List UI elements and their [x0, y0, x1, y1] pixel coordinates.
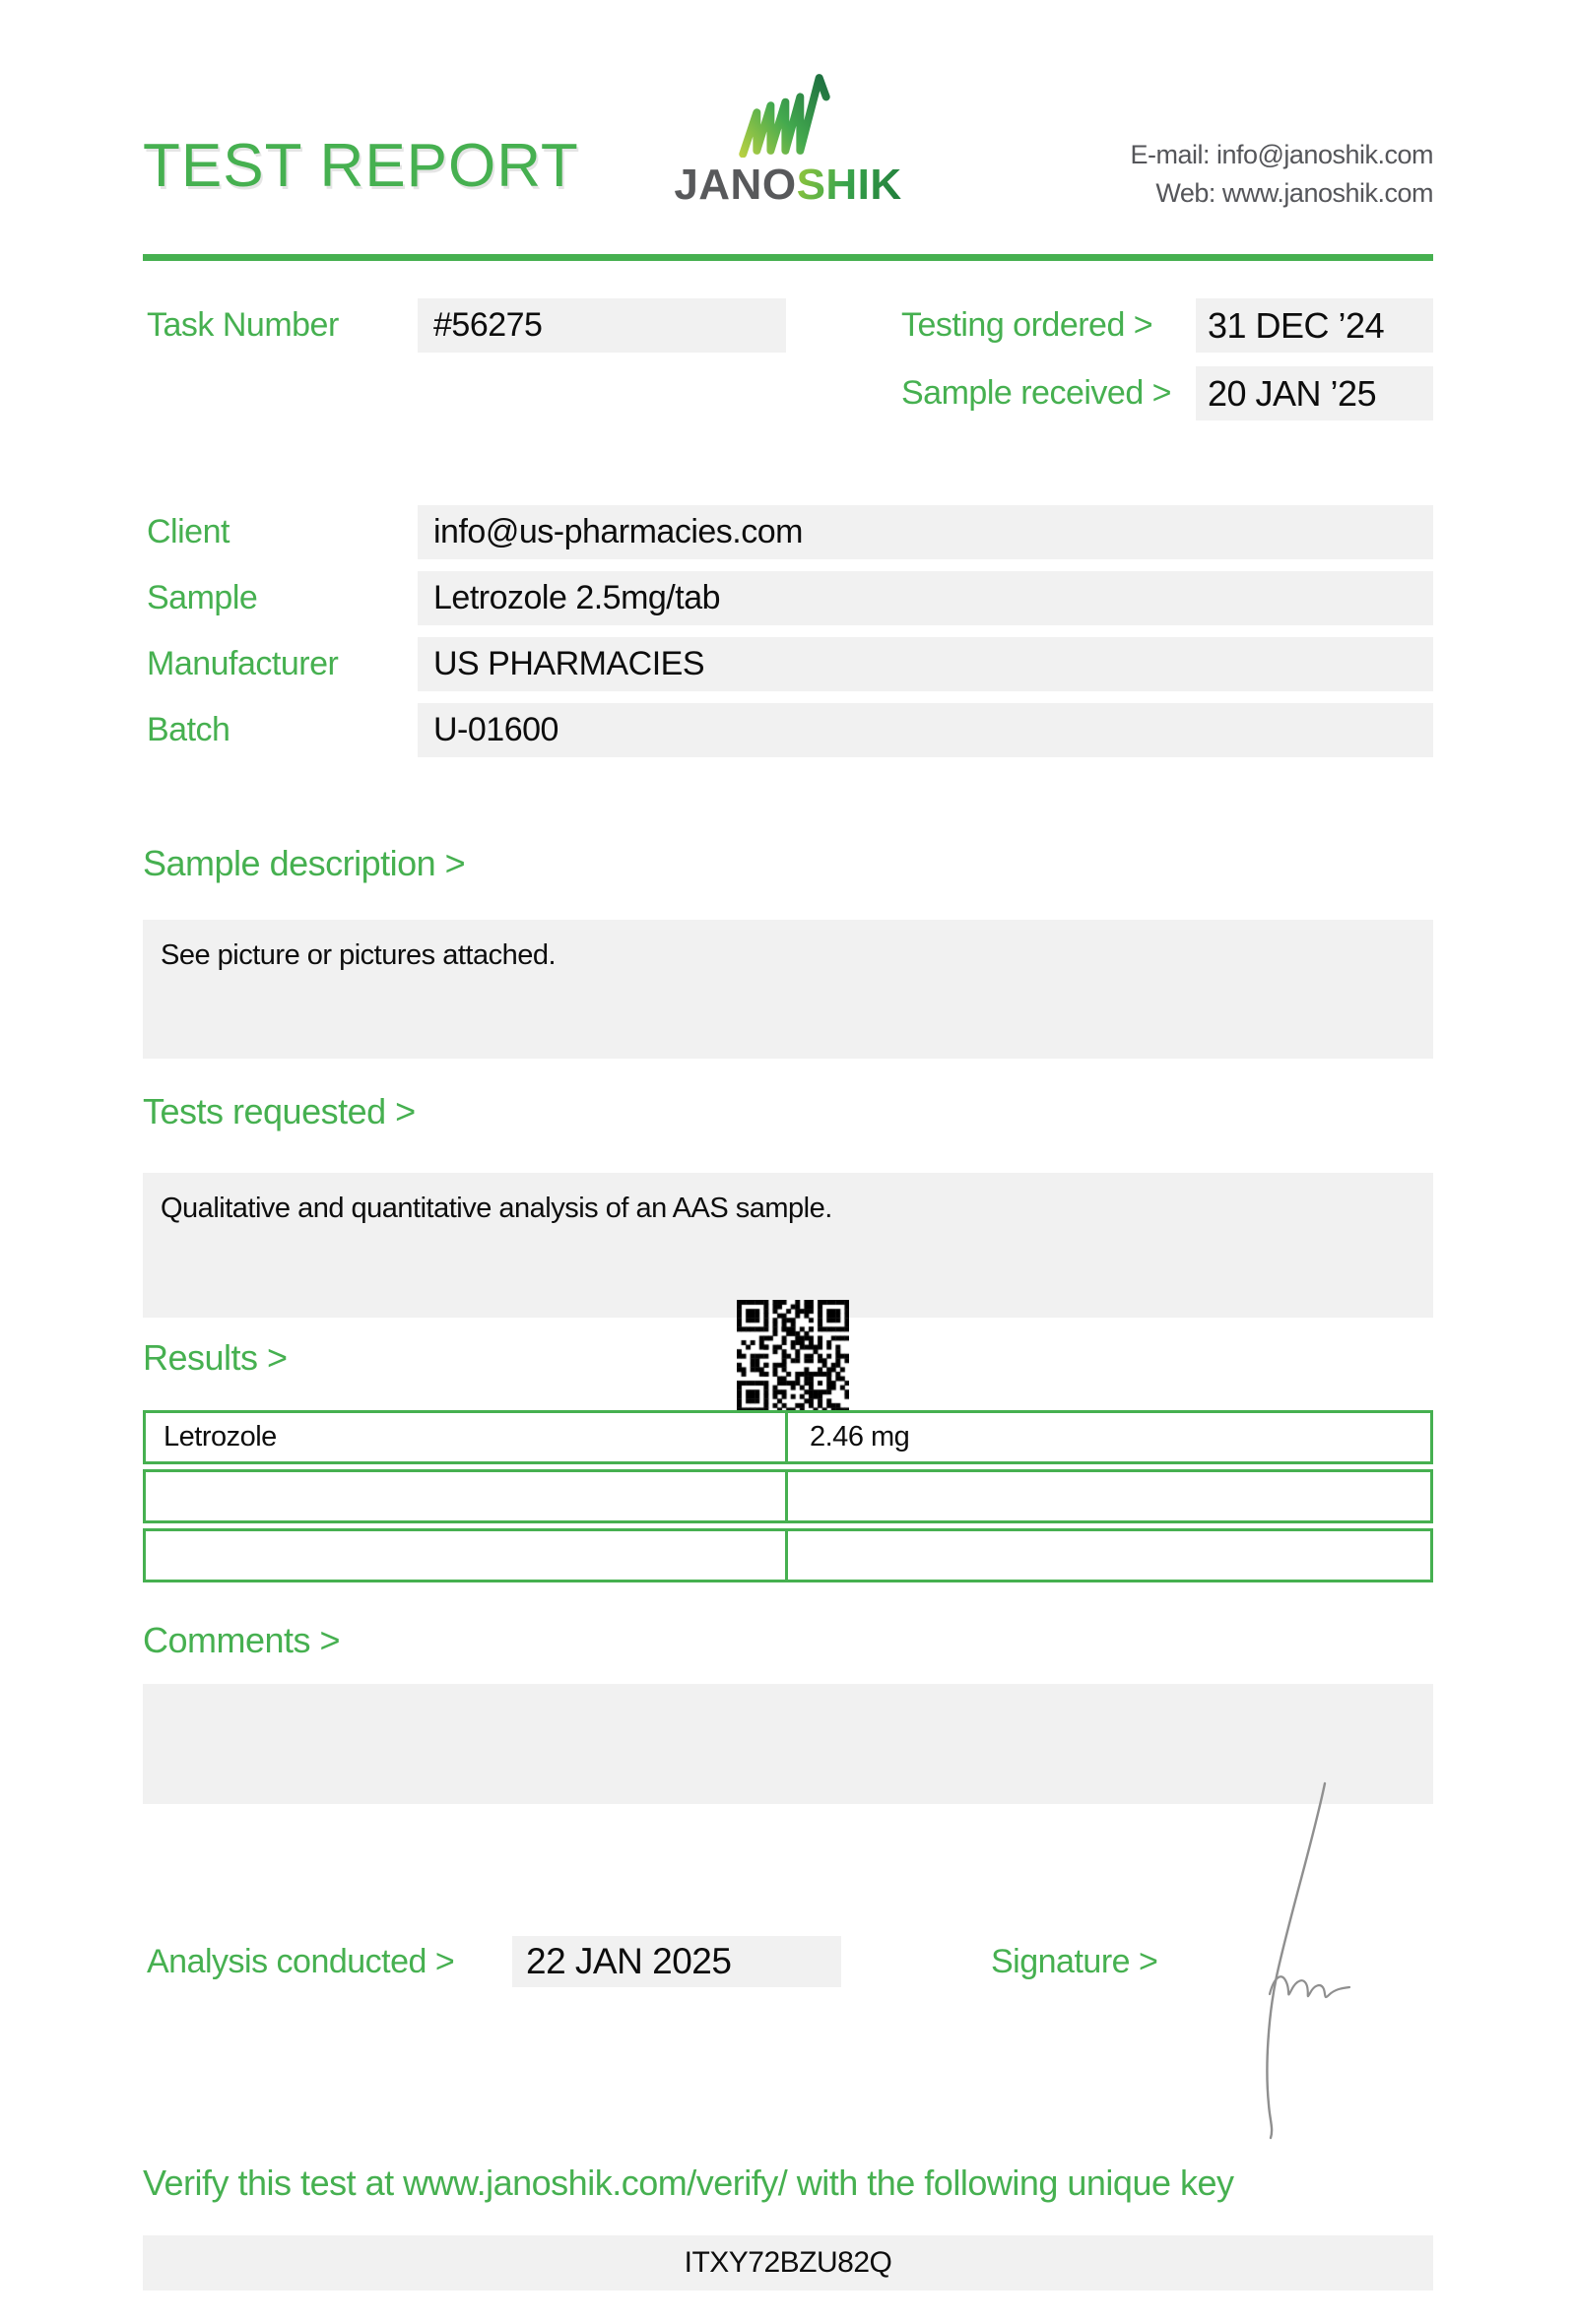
wordmark-shik: SHIK — [796, 161, 902, 209]
results-heading: Results > — [143, 1337, 288, 1378]
client-value: info@us-pharmacies.com — [418, 505, 1433, 559]
detail-row-sample — [143, 571, 1433, 625]
signature-scribble — [1167, 1777, 1394, 2142]
testing-ordered-date: 31 DEC ’24 — [1196, 298, 1433, 353]
verify-key: ITXY72BZU82Q — [143, 2235, 1433, 2291]
sample-received-label: Sample received > — [901, 374, 1172, 412]
task-number-value: #56275 — [418, 298, 786, 353]
batch-value: U-01600 — [418, 703, 1433, 757]
details-section — [143, 505, 1433, 769]
wordmark — [674, 163, 901, 207]
result-amount — [788, 1531, 1430, 1580]
task-number-label: Task Number — [147, 306, 339, 344]
signature-label: Signature > — [991, 1943, 1158, 1980]
manufacturer-label: Manufacturer — [147, 645, 339, 682]
header-separator — [143, 254, 1433, 261]
result-row — [143, 1469, 1433, 1523]
sample-label: Sample — [147, 579, 258, 616]
detail-row-batch — [143, 703, 1433, 757]
wordmark-jano: JANO — [674, 161, 797, 209]
analysis-conducted-label: Analysis conducted > — [147, 1943, 455, 1980]
verify-instruction: Verify this test at www.janoshik.com/verify/ with the following unique key — [143, 2163, 1234, 2203]
result-substance: Letrozole — [146, 1413, 788, 1461]
result-substance — [146, 1472, 788, 1520]
detail-row-client — [143, 505, 1433, 559]
tests-requested-heading: Tests requested > — [143, 1091, 416, 1131]
web-line: Web: www.janoshik.com — [1155, 178, 1433, 209]
client-label: Client — [147, 513, 230, 550]
comments-heading: Comments > — [143, 1620, 341, 1660]
result-amount — [788, 1472, 1430, 1520]
task-section — [143, 298, 1433, 431]
result-amount: 2.46 mg — [810, 1421, 910, 1452]
results-table — [143, 1410, 1433, 1582]
analysis-date-value: 22 JAN 2025 — [512, 1936, 841, 1987]
batch-label: Batch — [147, 711, 230, 748]
email-line: E-mail: info@janoshik.com — [1130, 140, 1433, 169]
detail-row-manufacturer — [143, 637, 1433, 691]
tests-requested-box: Qualitative and quantitative analysis of an AAS sample. — [143, 1173, 1433, 1318]
testing-ordered-label: Testing ordered > — [901, 306, 1153, 344]
chart-growth-icon — [730, 71, 846, 158]
sample-value: Letrozole 2.5mg/tab — [418, 571, 1433, 625]
sample-received-date: 20 JAN ’25 — [1196, 366, 1433, 420]
contact-info — [1130, 136, 1433, 213]
manufacturer-value: US PHARMACIES — [418, 637, 1433, 691]
sample-description-heading: Sample description > — [143, 843, 466, 883]
result-substance — [146, 1531, 788, 1580]
result-row — [143, 1410, 1433, 1464]
sample-description-box: See picture or pictures attached. — [143, 920, 1433, 1059]
result-row — [143, 1528, 1433, 1582]
page-title: TEST REPORT — [143, 132, 579, 200]
qr-code — [737, 1300, 849, 1412]
